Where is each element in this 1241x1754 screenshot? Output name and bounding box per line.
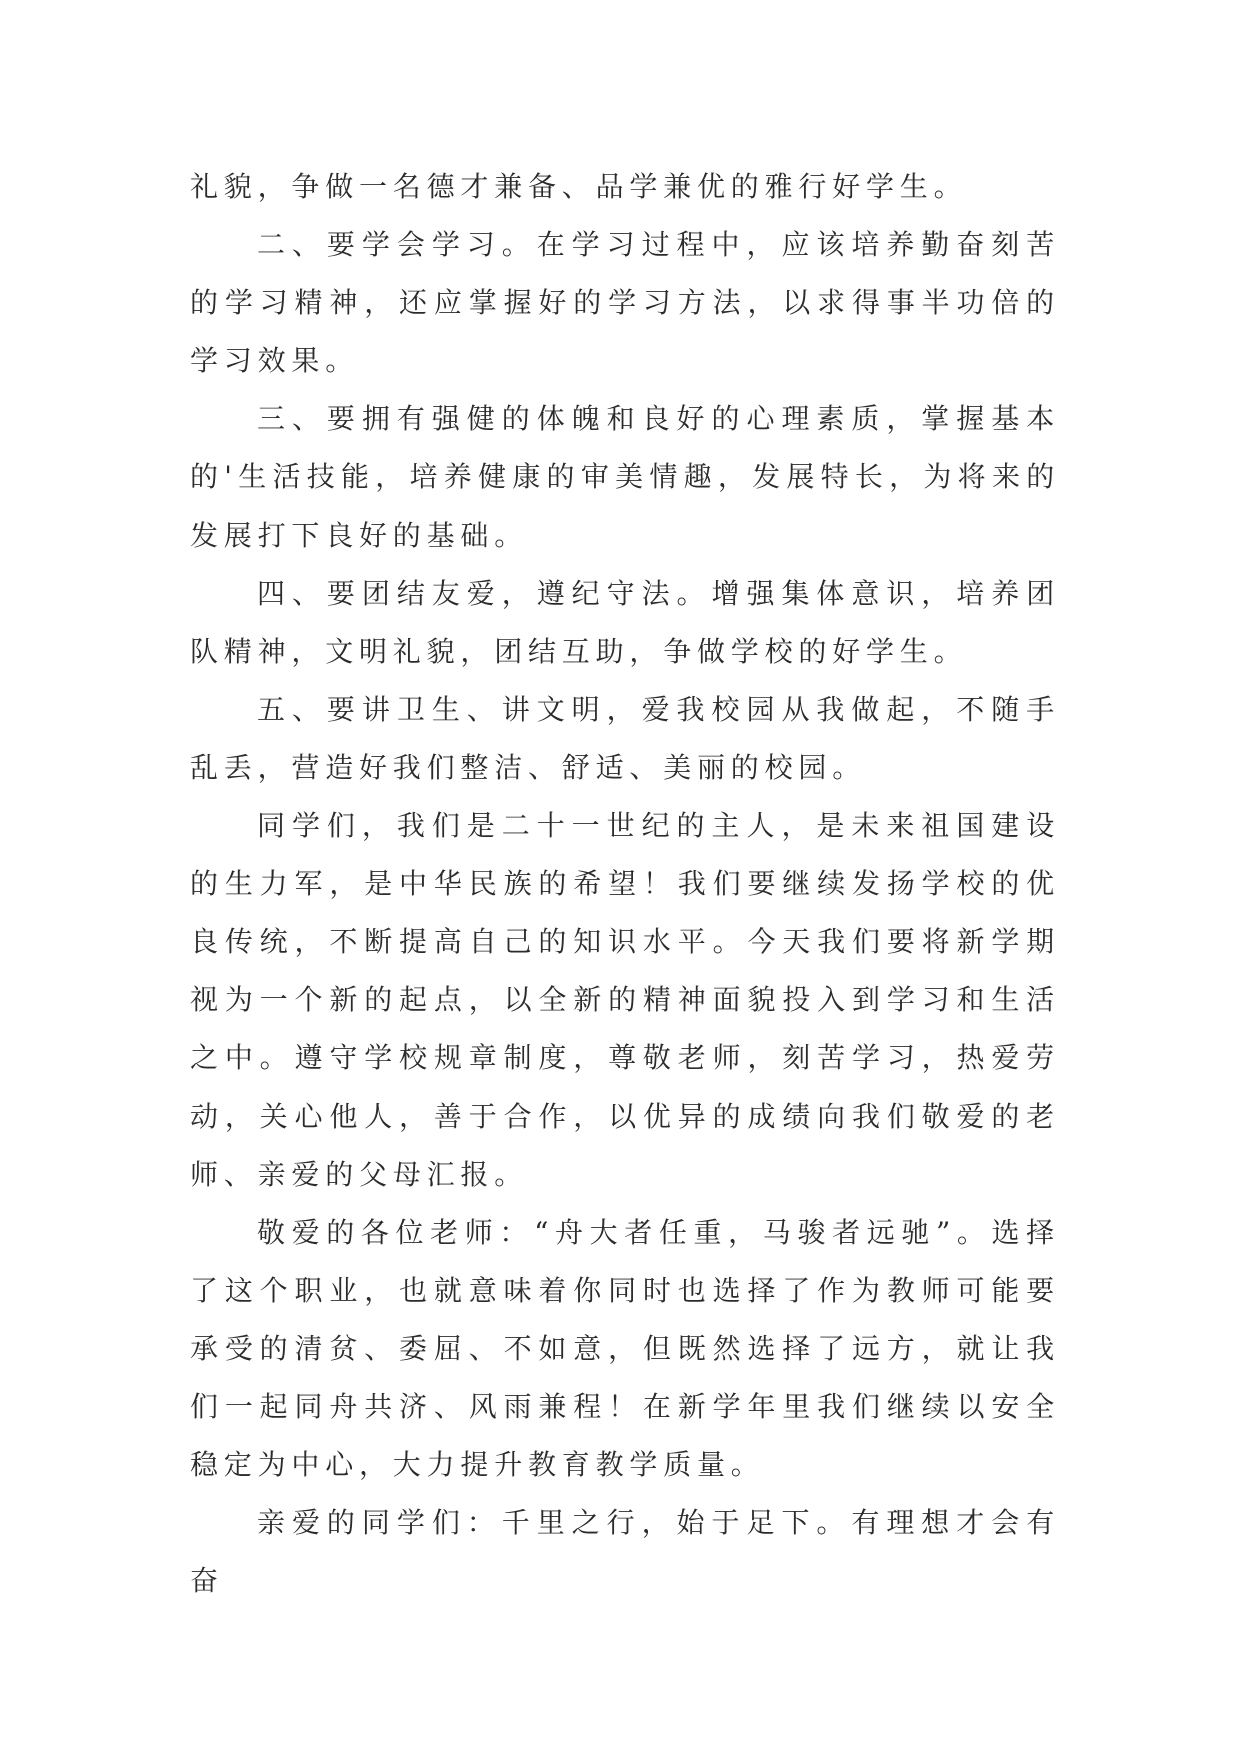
paragraph-point-three: 三、要拥有强健的体魄和良好的心理素质，掌握基本的'生活技能，培养健康的审美情趣，发展特长，为将来的发展打下良好的基础。 — [190, 402, 1060, 552]
paragraph-teachers-address: 敬爱的各位老师：“舟大者任重，马骏者远驰”。选择了这个职业，也就意味着你同时也选择了作为教师可能要承受的清贫、委屈、不如意，但既然选择了远方，就让我们一起同舟共济、风雨兼程！在新学年里我们继续以安全稳定为中心，大力提升教育教学质量。 — [190, 1215, 1060, 1482]
paragraph-point-five: 五、要讲卫生、讲文明，爱我校园从我做起，不随手乱丢，营造好我们整洁、舒适、美丽的校园。 — [190, 692, 1060, 784]
paragraph-point-two: 二、要学会学习。在学习过程中，应该培养勤奋刻苦的学习精神，还应掌握好的学习方法，以求得事半功倍的学习效果。 — [190, 228, 1060, 378]
paragraph-closing-start: 亲爱的同学们：千里之行，始于足下。有理想才会有奋 — [190, 1506, 1060, 1598]
document-body — [190, 158, 1060, 1610]
paragraph-students-address: 同学们，我们是二十一世纪的主人，是未来祖国建设的生力军，是中华民族的希望！我们要继续发扬学校的优良传统，不断提高自己的知识水平。今天我们要将新学期视为一个新的起点，以全新的精神面貌投入到学习和生活之中。遵守学校规章制度，尊敬老师，刻苦学习，热爱劳动，关心他人，善于合作，以优异的成绩向我们敬爱的老师、亲爱的父母汇报。 — [190, 809, 1060, 1191]
paragraph-point-four: 四、要团结友爱，遵纪守法。增强集体意识，培养团队精神，文明礼貌，团结互助，争做学校的好学生。 — [190, 576, 1060, 668]
paragraph-continuation: 礼貌，争做一名德才兼备、品学兼优的雅行好学生。 — [190, 170, 968, 203]
